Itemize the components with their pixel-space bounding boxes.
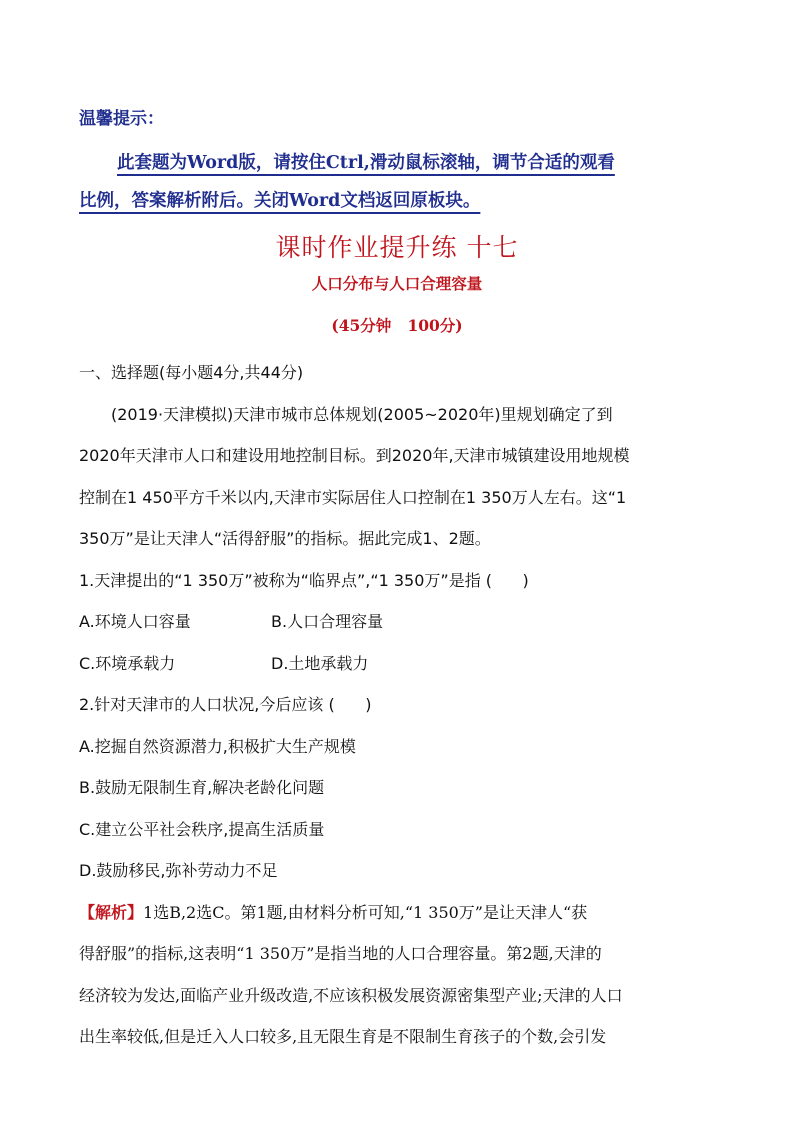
tip-line-2: 比例，答案解析附后。关闭Word文档返回原板块。 xyxy=(79,191,481,211)
option-b: B.鼓励无限制生育,解决老龄化问题 xyxy=(79,778,325,797)
analysis-text-1: 1选B,2选C。第1题,由材料分析可知,“1 350万”是让天津人“获 xyxy=(143,902,588,922)
question-1-stem xyxy=(79,560,719,602)
analysis-line-2: 得舒服”的指标,这表明“1 350万”是指当地的人口合理容量。第2题,天津的 xyxy=(79,944,602,963)
option-d: D.土地承载力 xyxy=(271,653,369,673)
analysis-tag: 【解析】 xyxy=(79,902,144,922)
question-1-options-row-2 xyxy=(79,643,719,685)
page-subtitle: 人口分布与人口合理容量 xyxy=(311,274,483,293)
analysis-line-3: 经济较为发达,面临产业升级改造,不应该积极发展资源密集型产业;天津的人口 xyxy=(79,985,623,1005)
answer-bracket: ( ) xyxy=(485,570,529,590)
time-score: (45分钟 100分) xyxy=(331,316,463,335)
option-c: C.建立公平社会秩序,提高生活质量 xyxy=(79,819,325,839)
analysis-line-1 xyxy=(79,892,719,934)
tip-title: 温馨提示： xyxy=(79,109,164,129)
analysis xyxy=(79,892,719,1058)
question-1-options-row-1 xyxy=(79,601,719,643)
material-line-3: 控制在1 450平方千米以内,天津市实际居住人口控制在1 350万人左右。这“1 xyxy=(79,487,627,507)
material-line-4: 350万”是让天津人“活得舒服”的指标。据此完成1、2题。 xyxy=(79,529,491,548)
answer-bracket: ( ) xyxy=(328,695,372,714)
section-heading: 一、选择题(每小题4分,共44分) xyxy=(79,363,304,382)
question-1-text: 1.天津提出的“1 350万”被称为“临界点”,“1 350万”是指 xyxy=(79,570,481,590)
material-line-2: 2020年天津市人口和建设用地控制目标。到2020年,天津市城镇建设用地规模 xyxy=(79,446,630,465)
option-a: A.环境人口容量 xyxy=(79,612,191,631)
content xyxy=(79,352,719,1058)
analysis-line-4: 出生率较低,但是迁入人口较多,且无限生育是不限制生育孩子的个数,会引发 xyxy=(79,1027,607,1046)
option-c: C.环境承载力 xyxy=(79,653,176,673)
tip-line-1: 此套题为Word版，请按住Ctrl,滑动鼠标滚轴，调节合适的观看 xyxy=(117,153,615,173)
page-title: 课时作业提升练 十七 xyxy=(275,233,519,262)
tip-body xyxy=(79,144,729,220)
question-2-text: 2.针对天津市的人口状况,今后应该 xyxy=(79,695,324,714)
option-b: B.人口合理容量 xyxy=(271,612,384,631)
question-2-stem xyxy=(79,684,719,726)
option-a: A.挖掘自然资源潜力,积极扩大生产规模 xyxy=(79,736,356,756)
option-d: D.鼓励移民,弥补劳动力不足 xyxy=(79,861,278,880)
material-line-1: (2019·天津模拟)天津市城市总体规划(2005~2020年)里规划确定了到 xyxy=(111,404,613,424)
